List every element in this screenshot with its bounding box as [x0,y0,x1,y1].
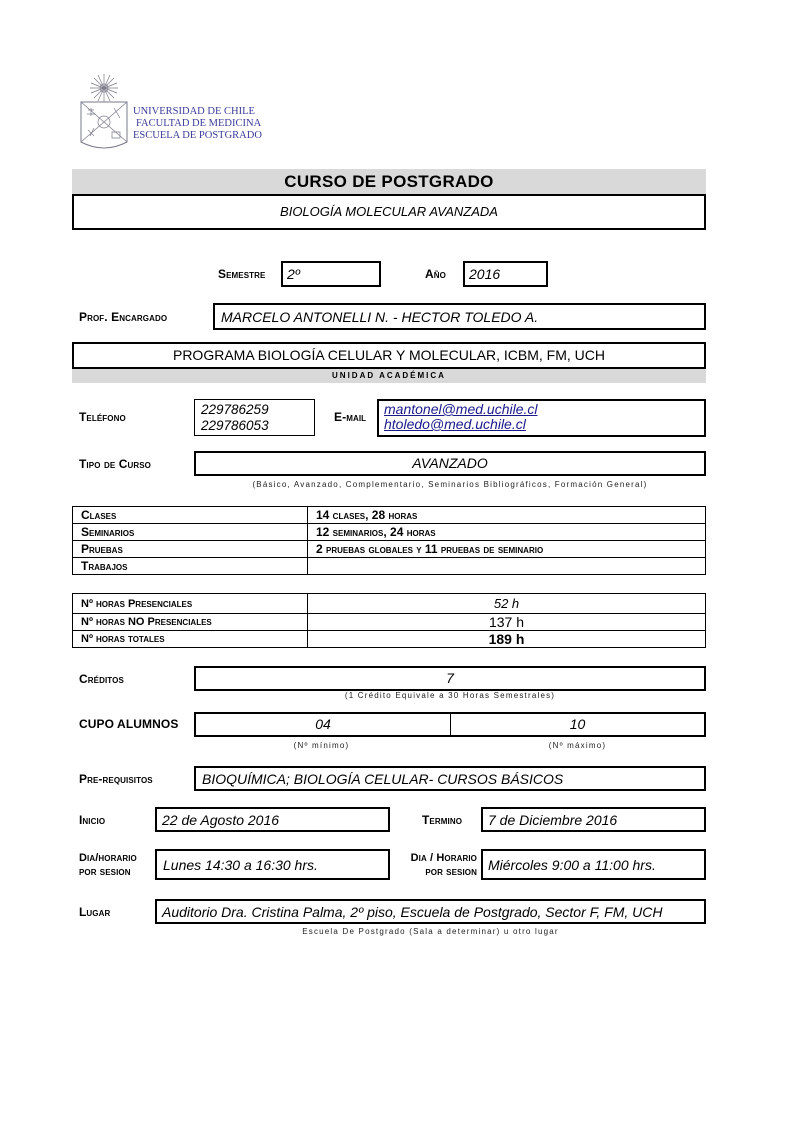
year-label: Año [425,267,446,281]
schedule2-field[interactable]: Miércoles 9:00 a 11:00 hrs. [481,849,706,880]
semester-field[interactable]: 2º [281,261,381,287]
course-name-field[interactable]: BIOLOGÍA MOLECULAR AVANZADA [72,194,706,230]
schedule2-label-line1: Dia / Horario [410,852,477,864]
activities-table [72,506,706,575]
end-date-field[interactable]: 7 de Diciembre 2016 [481,807,706,832]
email-link-1[interactable]: mantonel@med.uchile.cl [384,401,538,417]
activity-value[interactable]: 12 seminarios, 24 horas [308,524,706,541]
quota-min-field[interactable]: 04 [196,714,451,735]
phone-field[interactable] [194,399,315,436]
place-note: Escuela De Postgrado (Sala a determinar) u otro lugar [302,927,559,936]
table-row [73,614,706,631]
university-name: UNIVERSIDAD DE CHILE [133,106,255,117]
institution-name [133,106,262,142]
quota-min-note: (Nº mínimo) [293,741,350,750]
prerequisites-label: Pre-requisitos [79,772,153,786]
place-field[interactable]: Auditorio Dra. Cristina Palma, 2º piso, Escuela de Postgrado, Sector F, FM, UCH [155,899,706,924]
hours-value[interactable]: 137 h [308,614,706,631]
schedule1-field[interactable]: Lunes 14:30 a 16:30 hrs. [155,849,390,880]
year-field[interactable]: 2016 [463,261,548,287]
credits-note: (1 Crédito Equivale a 30 Horas Semestrales) [344,691,556,700]
school-name: ESCUELA DE POSTGRADO [133,130,262,141]
activity-label: Clases [73,507,308,524]
schedule2-label-line2: por sesion [425,866,477,878]
activity-label: Trabajos [73,558,308,575]
email-field [377,399,706,437]
activity-label: Pruebas [73,541,308,558]
hours-label: Nº horas NO Presenciales [73,614,308,631]
course-type-label: Tipo de Curso [79,457,151,471]
professor-label: Prof. Encargado [79,310,168,324]
end-label: Termino [422,813,463,827]
phone-number-2: 229786053 [201,418,269,433]
email-label: E-mail [334,410,367,424]
start-label: Inicio [79,813,106,827]
prerequisites-field[interactable]: BIOQUÍMICA; BIOLOGÍA CELULAR- CURSOS BÁSICOS [194,766,706,791]
academic-unit-label: UNIDAD ACADÉMICA [72,369,706,383]
hours-value[interactable]: 52 h [308,594,706,614]
page-title: CURSO DE POSTGRADO [72,169,706,194]
schedule1-label [79,851,137,879]
academic-unit-field[interactable]: PROGRAMA BIOLOGÍA CELULAR Y MOLECULAR, ICBM, FM, UCH [72,342,706,369]
hours-table [72,593,706,648]
activity-value[interactable] [308,558,706,575]
faculty-name: FACULTAD DE MEDICINA [136,118,262,129]
credits-field[interactable]: 7 [194,666,706,691]
table-row [73,594,706,614]
hours-label: Nº horas Presenciales [73,594,308,614]
table-row [73,558,706,575]
activity-label: Seminarios [73,524,308,541]
quota-max-field[interactable]: 10 [569,716,586,732]
schedule1-label-line2: por sesion [79,866,131,878]
phone-label: Teléfono [79,410,126,424]
course-type-field[interactable]: AVANZADO [194,451,706,476]
place-label: Lugar [79,905,111,919]
university-crest-icon [78,74,130,154]
schedule1-label-line1: Dia/horario [79,852,137,864]
activity-value[interactable]: 14 clases, 28 horas [308,507,706,524]
semester-label: Semestre [218,267,266,281]
table-row [73,507,706,524]
course-type-note: (Básico, Avanzado, Complementario, Seminarios Bibliográficos, Formación General) [252,480,648,489]
email-link-2[interactable]: htoledo@med.uchile.cl [384,416,526,432]
activity-value[interactable]: 2 pruebas globales y 11 pruebas de seminario [308,541,706,558]
phone-number-1: 229786259 [201,402,269,417]
quota-field [194,712,706,737]
quota-label: CUPO ALUMNOS [79,717,179,731]
hours-value[interactable]: 189 h [308,631,706,648]
start-date-field[interactable]: 22 de Agosto 2016 [155,807,390,832]
table-row [73,524,706,541]
credits-label: Créditos [79,672,124,686]
table-row [73,541,706,558]
table-row [73,631,706,648]
professor-field[interactable]: MARCELO ANTONELLI N. - HECTOR TOLEDO A. [213,303,706,330]
hours-label: Nº horas totales [73,631,308,648]
schedule2-label [397,851,477,879]
quota-max-note: (Nº máximo) [548,741,607,750]
